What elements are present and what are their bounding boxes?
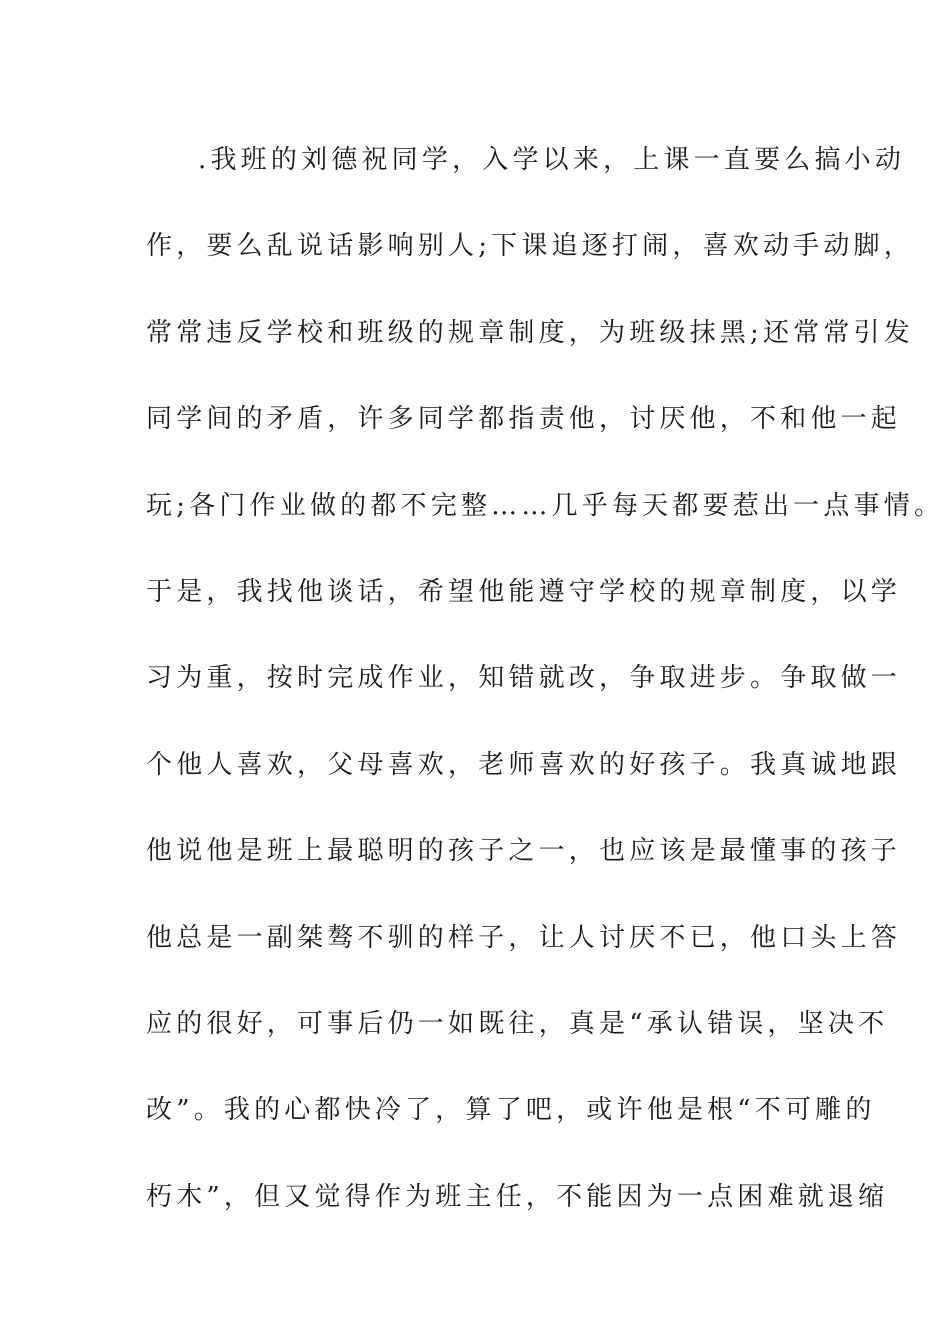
- text-line-6: 于是，我找他谈话，希望他能遵守学校的规章制度，以学: [146, 576, 902, 607]
- text-line-3: 常常违反学校和班级的规章制度，为班级抹黑;还常常引发: [146, 317, 914, 348]
- text-line-10: 他总是一副桀骜不驯的样子，让人讨厌不已，他口头上答: [146, 922, 902, 953]
- body-paragraph: [146, 138, 945, 1261]
- text-line-2: 作，要么乱说话影响别人;下课追逐打闹，喜欢动手动脚，: [146, 231, 914, 262]
- text-line-9: 他说他是班上最聪明的孩子之一，也应该是最懂事的孩子: [146, 836, 902, 867]
- text-line-5: 玩;各门作业做的都不完整……几乎每天都要惹出一点事情。: [146, 490, 945, 521]
- text-line-13: 朽木”，但又觉得作为班主任，不能因为一点困难就退缩: [146, 1181, 889, 1212]
- text-line-7: 习为重，按时完成作业，知错就改，争取进步。争取做一: [146, 663, 902, 694]
- text-line-11: 应的很好，可事后仍一如既往，真是“承认错误，坚决不: [146, 1008, 889, 1039]
- text-line-12: 改”。我的心都快冷了，算了吧，或许他是根“不可雕的: [146, 1095, 876, 1126]
- text-line-8: 个他人喜欢，父母喜欢，老师喜欢的好孩子。我真诚地跟: [146, 749, 902, 780]
- text-line-1: .我班的刘德祝同学，入学以来，上课一直要么搞小动: [198, 145, 906, 175]
- text-line-4: 同学间的矛盾，许多同学都指责他，讨厌他，不和他一起: [146, 404, 902, 435]
